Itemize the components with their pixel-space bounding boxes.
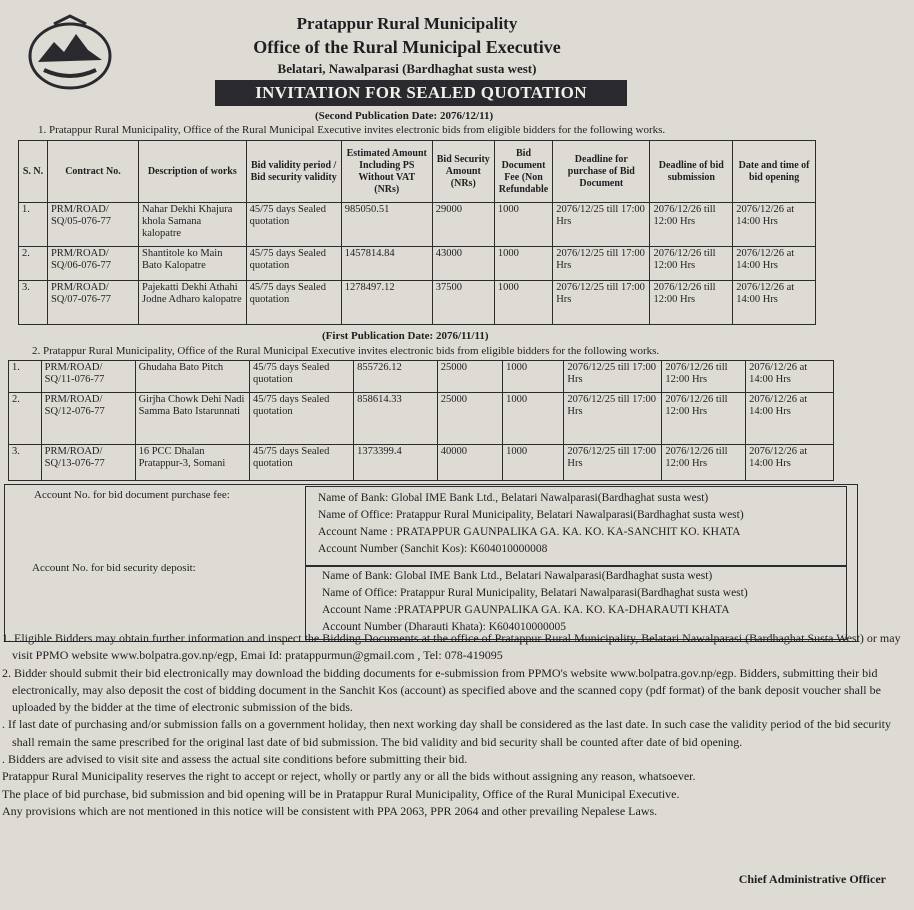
cell-opening: 2076/12/26 at 14:00 Hrs: [746, 361, 834, 393]
cell-submission: 2076/12/26 till 12:00 Hrs: [662, 361, 746, 393]
header-opening: Date and time of bid opening: [733, 141, 816, 203]
municipality-title: Pratappur Rural Municipality: [296, 14, 518, 33]
table-row: [9, 393, 834, 445]
cell-description: Girjha Chowk Dehi Nadi Samma Bato Istarunnati: [135, 393, 249, 445]
header-contract: Contract No.: [47, 141, 138, 203]
cell-opening: 2076/12/26 at 14:00 Hrs: [746, 445, 834, 481]
cell-estimate: 858614.33: [354, 393, 438, 445]
header-validity: Bid validity period / Bid security validity: [246, 141, 341, 203]
cell-sn: 3.: [9, 445, 42, 481]
cell-fee: 1000: [494, 281, 552, 325]
section2-intro: 2. Pratappur Rural Municipality, Office of the Rural Municipal Executive invites electronic bids from eligible bidders for the following works.: [32, 345, 660, 357]
header-description: Description of works: [138, 141, 246, 203]
cell-description: Ghudaha Bato Pitch: [135, 361, 249, 393]
cell-security: 25000: [437, 393, 502, 445]
doc-account-name: Account Name : PRATAPPUR GAUNPALIKA GA. KA. KO. KA-SANCHIT KO. KHATA: [318, 526, 741, 538]
sec-office-name: Name of Office: Pratappur Rural Municipality, Belatari Nawalparasi(Bardhaghat susta west): [322, 587, 748, 599]
doc-bank-name: Name of Bank: Global IME Bank Ltd., Belatari Nawalparasi(Bardhaghat susta west): [318, 492, 709, 504]
cell-security: 37500: [432, 281, 494, 325]
cell-security: 43000: [432, 247, 494, 281]
header-fee: Bid Document Fee (Non Refundable: [494, 141, 552, 203]
cell-submission: 2076/12/26 till 12:00 Hrs: [662, 393, 746, 445]
note-item: . If last date of purchasing and/or submission falls on a government holiday, then next working day shall be considered as the last date. In such case the validity period of the bid security shall remain the same prescribed for the original last date of bid submission. The bid validity and bid security shall be counted after date of bid opening.: [2, 717, 891, 749]
table-header-row: [19, 141, 816, 203]
note-item: 1. Eligible Bidders may obtain further information and inspect the Bidding Documents at the office of Pratappur Rural Municipality, Belatari Nawalparasi (Bardhaghat Susta West) or may visit PPMO website www.bolpatra.gov.np/egp, Emai Id: pratappurmun@gmail.com , Tel: 078-419095: [2, 631, 901, 663]
header-sn: S. N.: [19, 141, 48, 203]
second-publication-date: (Second Publication Date: 2076/12/11): [315, 110, 494, 122]
cell-sn: 1.: [19, 203, 48, 247]
table-row: [9, 361, 834, 393]
section1-intro: 1. Pratappur Rural Municipality, Office of the Rural Municipal Executive invites electronic bids from eligible bidders for the following works.: [38, 124, 666, 136]
cell-sn: 1.: [9, 361, 42, 393]
cell-fee: 1000: [494, 247, 552, 281]
cell-validity: 45/75 days Sealed quotation: [249, 445, 353, 481]
cell-sn: 2.: [19, 247, 48, 281]
cell-fee: 1000: [503, 361, 564, 393]
cell-purchase: 2076/12/25 till 17:00 Hrs: [564, 361, 662, 393]
note-item: . Bidders are advised to visit site and assess the actual site conditions before submitting their bid.: [2, 752, 468, 767]
cell-purchase: 2076/12/25 till 17:00 Hrs: [553, 281, 650, 325]
cell-estimate: 855726.12: [354, 361, 438, 393]
cell-validity: 45/75 days Sealed quotation: [246, 247, 341, 281]
cell-purchase: 2076/12/25 till 17:00 Hrs: [553, 203, 650, 247]
note-item: The place of bid purchase, bid submission and bid opening will be in Pratappur Rural Municipality, Office of the Rural Municipal Executive.: [2, 786, 680, 801]
notice-banner: INVITATION FOR SEALED QUOTATION: [215, 80, 627, 106]
table-row: [19, 203, 816, 247]
cell-description: Pajekatti Dekhi Athahi Jodne Adharo kalopatre: [138, 281, 246, 325]
cell-sn: 3.: [19, 281, 48, 325]
cell-purchase: 2076/12/25 till 17:00 Hrs: [564, 393, 662, 445]
works-table-2: [8, 360, 834, 481]
header-security: Bid Security Amount (NRs): [432, 141, 494, 203]
cell-fee: 1000: [503, 393, 564, 445]
table-row: [19, 247, 816, 281]
note-item: Pratappur Rural Municipality reserves the right to accept or reject, wholly or partly any or all the bids without assigning any reason, whatsoever.: [2, 769, 696, 784]
cell-validity: 45/75 days Sealed quotation: [246, 281, 341, 325]
address-line: Belatari, Nawalparasi (Bardhaghat susta west): [277, 61, 537, 76]
cell-fee: 1000: [494, 203, 552, 247]
cell-validity: 45/75 days Sealed quotation: [249, 393, 353, 445]
cell-security: 25000: [437, 361, 502, 393]
cell-description: Shantitole ko Main Bato Kalopatre: [138, 247, 246, 281]
cell-contract: PRM/ROAD/ SQ/12-076-77: [41, 393, 135, 445]
header-submission-deadline: Deadline of bid submission: [650, 141, 733, 203]
cell-contract: PRM/ROAD/ SQ/05-076-77: [47, 203, 138, 247]
header-estimate: Estimated Amount Including PS Without VAT (NRs): [341, 141, 432, 203]
table-row: [9, 445, 834, 481]
cell-security: 40000: [437, 445, 502, 481]
cell-submission: 2076/12/26 till 12:00 Hrs: [650, 247, 733, 281]
signature-title: Chief Administrative Officer: [738, 872, 886, 886]
cell-contract: PRM/ROAD/ SQ/07-076-77: [47, 281, 138, 325]
cell-submission: 2076/12/26 till 12:00 Hrs: [650, 281, 733, 325]
security-account-label: Account No. for bid security deposit:: [32, 562, 196, 574]
sec-bank-name: Name of Bank: Global IME Bank Ltd., Belatari Nawalparasi(Bardhaghat susta west): [322, 570, 713, 582]
note-item: Any provisions which are not mentioned in this notice will be consistent with PPA 2063, PPR 2064 and other prevailing Nepalese Laws.: [2, 803, 658, 818]
doc-account-number: Account Number (Sanchit Kos): K604010000008: [318, 543, 548, 555]
cell-estimate: 1373399.4: [354, 445, 438, 481]
cell-opening: 2076/12/26 at 14:00 Hrs: [733, 281, 816, 325]
notes-section: [0, 630, 905, 820]
first-publication-date: (First Publication Date: 2076/11/11): [322, 330, 489, 342]
cell-contract: PRM/ROAD/ SQ/13-076-77: [41, 445, 135, 481]
works-table-1: [18, 140, 816, 325]
cell-purchase: 2076/12/25 till 17:00 Hrs: [564, 445, 662, 481]
cell-contract: PRM/ROAD/ SQ/11-076-77: [41, 361, 135, 393]
cell-description: 16 PCC Dhalan Pratappur-3, Somani: [135, 445, 249, 481]
office-title: Office of the Rural Municipal Executive: [253, 37, 561, 57]
sec-account-number: Account Number (Dharauti Khata): K604010000005: [322, 621, 566, 633]
cell-opening: 2076/12/26 at 14:00 Hrs: [746, 393, 834, 445]
cell-validity: 45/75 days Sealed quotation: [249, 361, 353, 393]
cell-contract: PRM/ROAD/ SQ/06-076-77: [47, 247, 138, 281]
cell-estimate: 985050.51: [341, 203, 432, 247]
table-row: [19, 281, 816, 325]
note-item: 2. Bidder should submit their bid electronically may download the bidding documents for e-submission from PPMO's website www.bolpatra.gov.np/egp. Bidders, submitting their bid electronically, may also deposit the cost of bidding document in the Sanchit Kos (account) as specified above and the scanned copy (pdf format) of the bank deposit voucher shall be uploaded by the bidder at the time of electronic submission of the bids.: [2, 665, 881, 715]
cell-opening: 2076/12/26 at 14:00 Hrs: [733, 203, 816, 247]
cell-validity: 45/75 days Sealed quotation: [246, 203, 341, 247]
doc-fee-account-label: Account No. for bid document purchase fee:: [34, 489, 230, 501]
cell-description: Nahar Dekhi Khajura khola Samana kalopatre: [138, 203, 246, 247]
cell-sn: 2.: [9, 393, 42, 445]
cell-opening: 2076/12/26 at 14:00 Hrs: [733, 247, 816, 281]
cell-security: 29000: [432, 203, 494, 247]
header-purchase-deadline: Deadline for purchase of Bid Document: [553, 141, 650, 203]
cell-purchase: 2076/12/25 till 17:00 Hrs: [553, 247, 650, 281]
cell-estimate: 1457814.84: [341, 247, 432, 281]
cell-submission: 2076/12/26 till 12:00 Hrs: [662, 445, 746, 481]
sec-account-name: Account Name :PRATAPPUR GAUNPALIKA GA. KA. KO. KA-DHARAUTI KHATA: [322, 604, 730, 616]
cell-estimate: 1278497.12: [341, 281, 432, 325]
cell-fee: 1000: [503, 445, 564, 481]
doc-office-name: Name of Office: Pratappur Rural Municipality, Belatari Nawalparasi(Bardhaghat susta west): [318, 509, 744, 521]
cell-submission: 2076/12/26 till 12:00 Hrs: [650, 203, 733, 247]
